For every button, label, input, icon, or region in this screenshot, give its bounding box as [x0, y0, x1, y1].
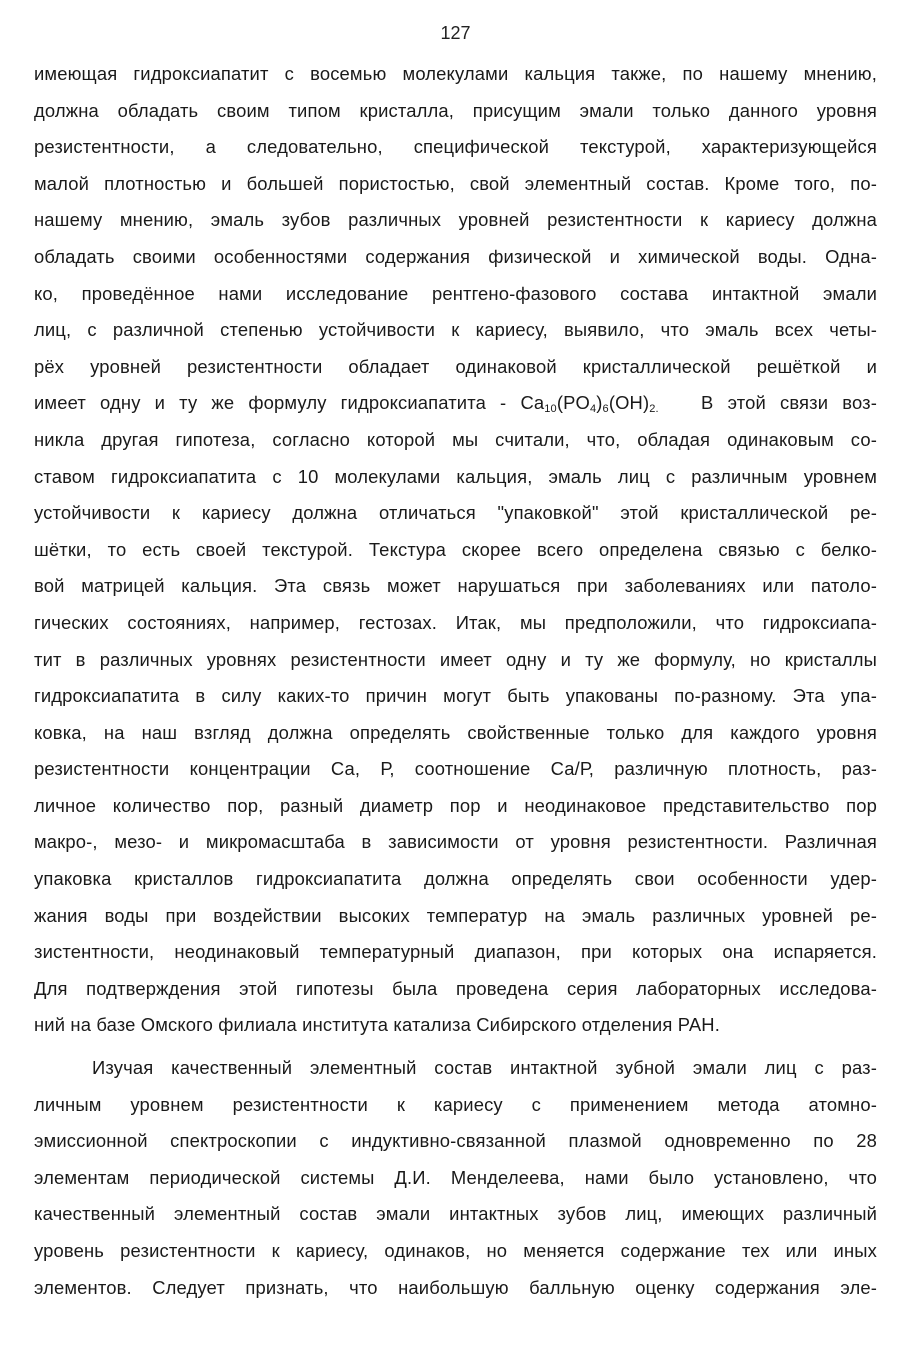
formula-line-after: В этой связи воз- [658, 392, 878, 414]
formula-oh: (OH) [608, 392, 650, 414]
text-line: ко, проведённое нами исследование рентгено-фазового состава интактной эмали [34, 282, 877, 304]
text-line: нашему мнению, эмаль зубов различных уровней резистентности к кариесу должна [34, 209, 877, 231]
formula-sub-6: 6 [602, 403, 609, 416]
text-line: гидроксиапатита в силу каких-то причин могут быть упакованы по-разному. Эта упа- [34, 685, 877, 707]
text-line: Изучая качественный элементный состав интактной зубной эмали лиц с раз- [92, 1057, 877, 1079]
text-line: шётки, то есть своей текстурой. Текстура скорее всего определена связью с белко- [34, 538, 877, 560]
formula-line [34, 385, 877, 422]
text-line: зистентности, неодинаковый температурный диапазон, при которых она испаряется. [34, 941, 877, 963]
paragraph-2 [34, 1050, 877, 1306]
formula-close-paren: ) [596, 392, 603, 414]
text-line: ковка, на наш взгляд должна определять свойственные только для каждого уровня [34, 721, 877, 743]
text-line: элементов. Следует признать, что наибольшую балльную оценку содержания эле- [34, 1276, 877, 1298]
formula-po4: (PO [556, 392, 590, 414]
text-line: эмиссионной спектроскопии с индуктивно-связанной плазмой одновременно по 28 [34, 1130, 877, 1152]
text-line: имеющая гидроксиапатит с восемью молекулами кальция также, по нашему мнению, [34, 63, 877, 84]
text-line: резистентности концентрации Са, Р, соотношение Са/Р, различную плотность, раз- [34, 758, 877, 780]
text-line: резистентности, а следовательно, специфической текстурой, характеризующейся [34, 136, 877, 158]
text-line: малой плотностью и большей пористостью, свой элементный состав. Кроме того, по- [34, 172, 877, 194]
text-line: лиц, с различной степенью устойчивости к кариесу, выявило, что эмаль всех четы- [34, 319, 877, 341]
text-line: ставом гидроксиапатита с 10 молекулами кальция, эмаль лиц с различным уровнем [34, 465, 877, 487]
text-line: рёх уровней резистентности обладает одинаковой кристаллической решёткой и [34, 355, 877, 377]
text-line: макро-, мезо- и микромасштаба в зависимости от уровня резистентности. Различная [34, 831, 877, 853]
text-line: устойчивости к кариесу должна отличаться "упаковкой" этой кристаллической ре- [34, 502, 877, 524]
text-line: должна обладать своим типом кристалла, присущим эмали только данного уровня [34, 99, 877, 121]
text-line: упаковка кристаллов гидроксиапатита должна определять свои особенности удер- [34, 868, 877, 890]
text-line: качественный элементный состав эмали интактных зубов лиц, имеющих различный [34, 1203, 877, 1225]
formula-line-before: имеет одну и ту же формулу гидроксиапатита - [34, 392, 521, 414]
text-line: гических состояниях, например, гестозах. Итак, мы предположили, что гидроксиапа- [34, 611, 877, 633]
paragraph-1 [34, 56, 877, 1044]
text-line: никла другая гипотеза, согласно которой мы считали, что, обладая одинаковым со- [34, 428, 877, 450]
formula-sub-4: 4 [589, 403, 597, 416]
text-line: уровень резистентности к кариесу, одинаков, но меняется содержание тех или иных [34, 1240, 877, 1261]
text-line: ний на базе Омского филиала института катализа Сибирского отделения РАН. [34, 1014, 720, 1036]
body-text [34, 56, 877, 1306]
text-line: Для подтверждения этой гипотезы была проведена серия лабораторных исследова- [34, 977, 877, 999]
text-line: личным уровнем резистентности к кариесу с применением метода атомно- [34, 1093, 877, 1115]
text-line: личное количество пор, разный диаметр пор и неодинаковое представительство пор [34, 794, 877, 816]
text-line: тит в различных уровнях резистентности имеет одну и ту же формулу, но кристаллы [34, 648, 877, 670]
text-line: вой матрицей кальция. Эта связь может нарушаться при заболеваниях или патоло- [34, 575, 877, 597]
text-line: обладать своими особенностями содержания физической и химической воды. Одна- [34, 245, 877, 267]
page-number: 127 [440, 23, 471, 43]
formula-sub-2: 2. [649, 403, 659, 416]
formula-sub-10: 10 [544, 403, 557, 416]
text-line: элементам периодической системы Д.И. Менделеева, нами было установлено, что [34, 1166, 877, 1188]
text-line: жания воды при воздействии высоких температур на эмаль различных уровней ре- [34, 904, 877, 926]
formula-ca: Ca [520, 392, 545, 414]
